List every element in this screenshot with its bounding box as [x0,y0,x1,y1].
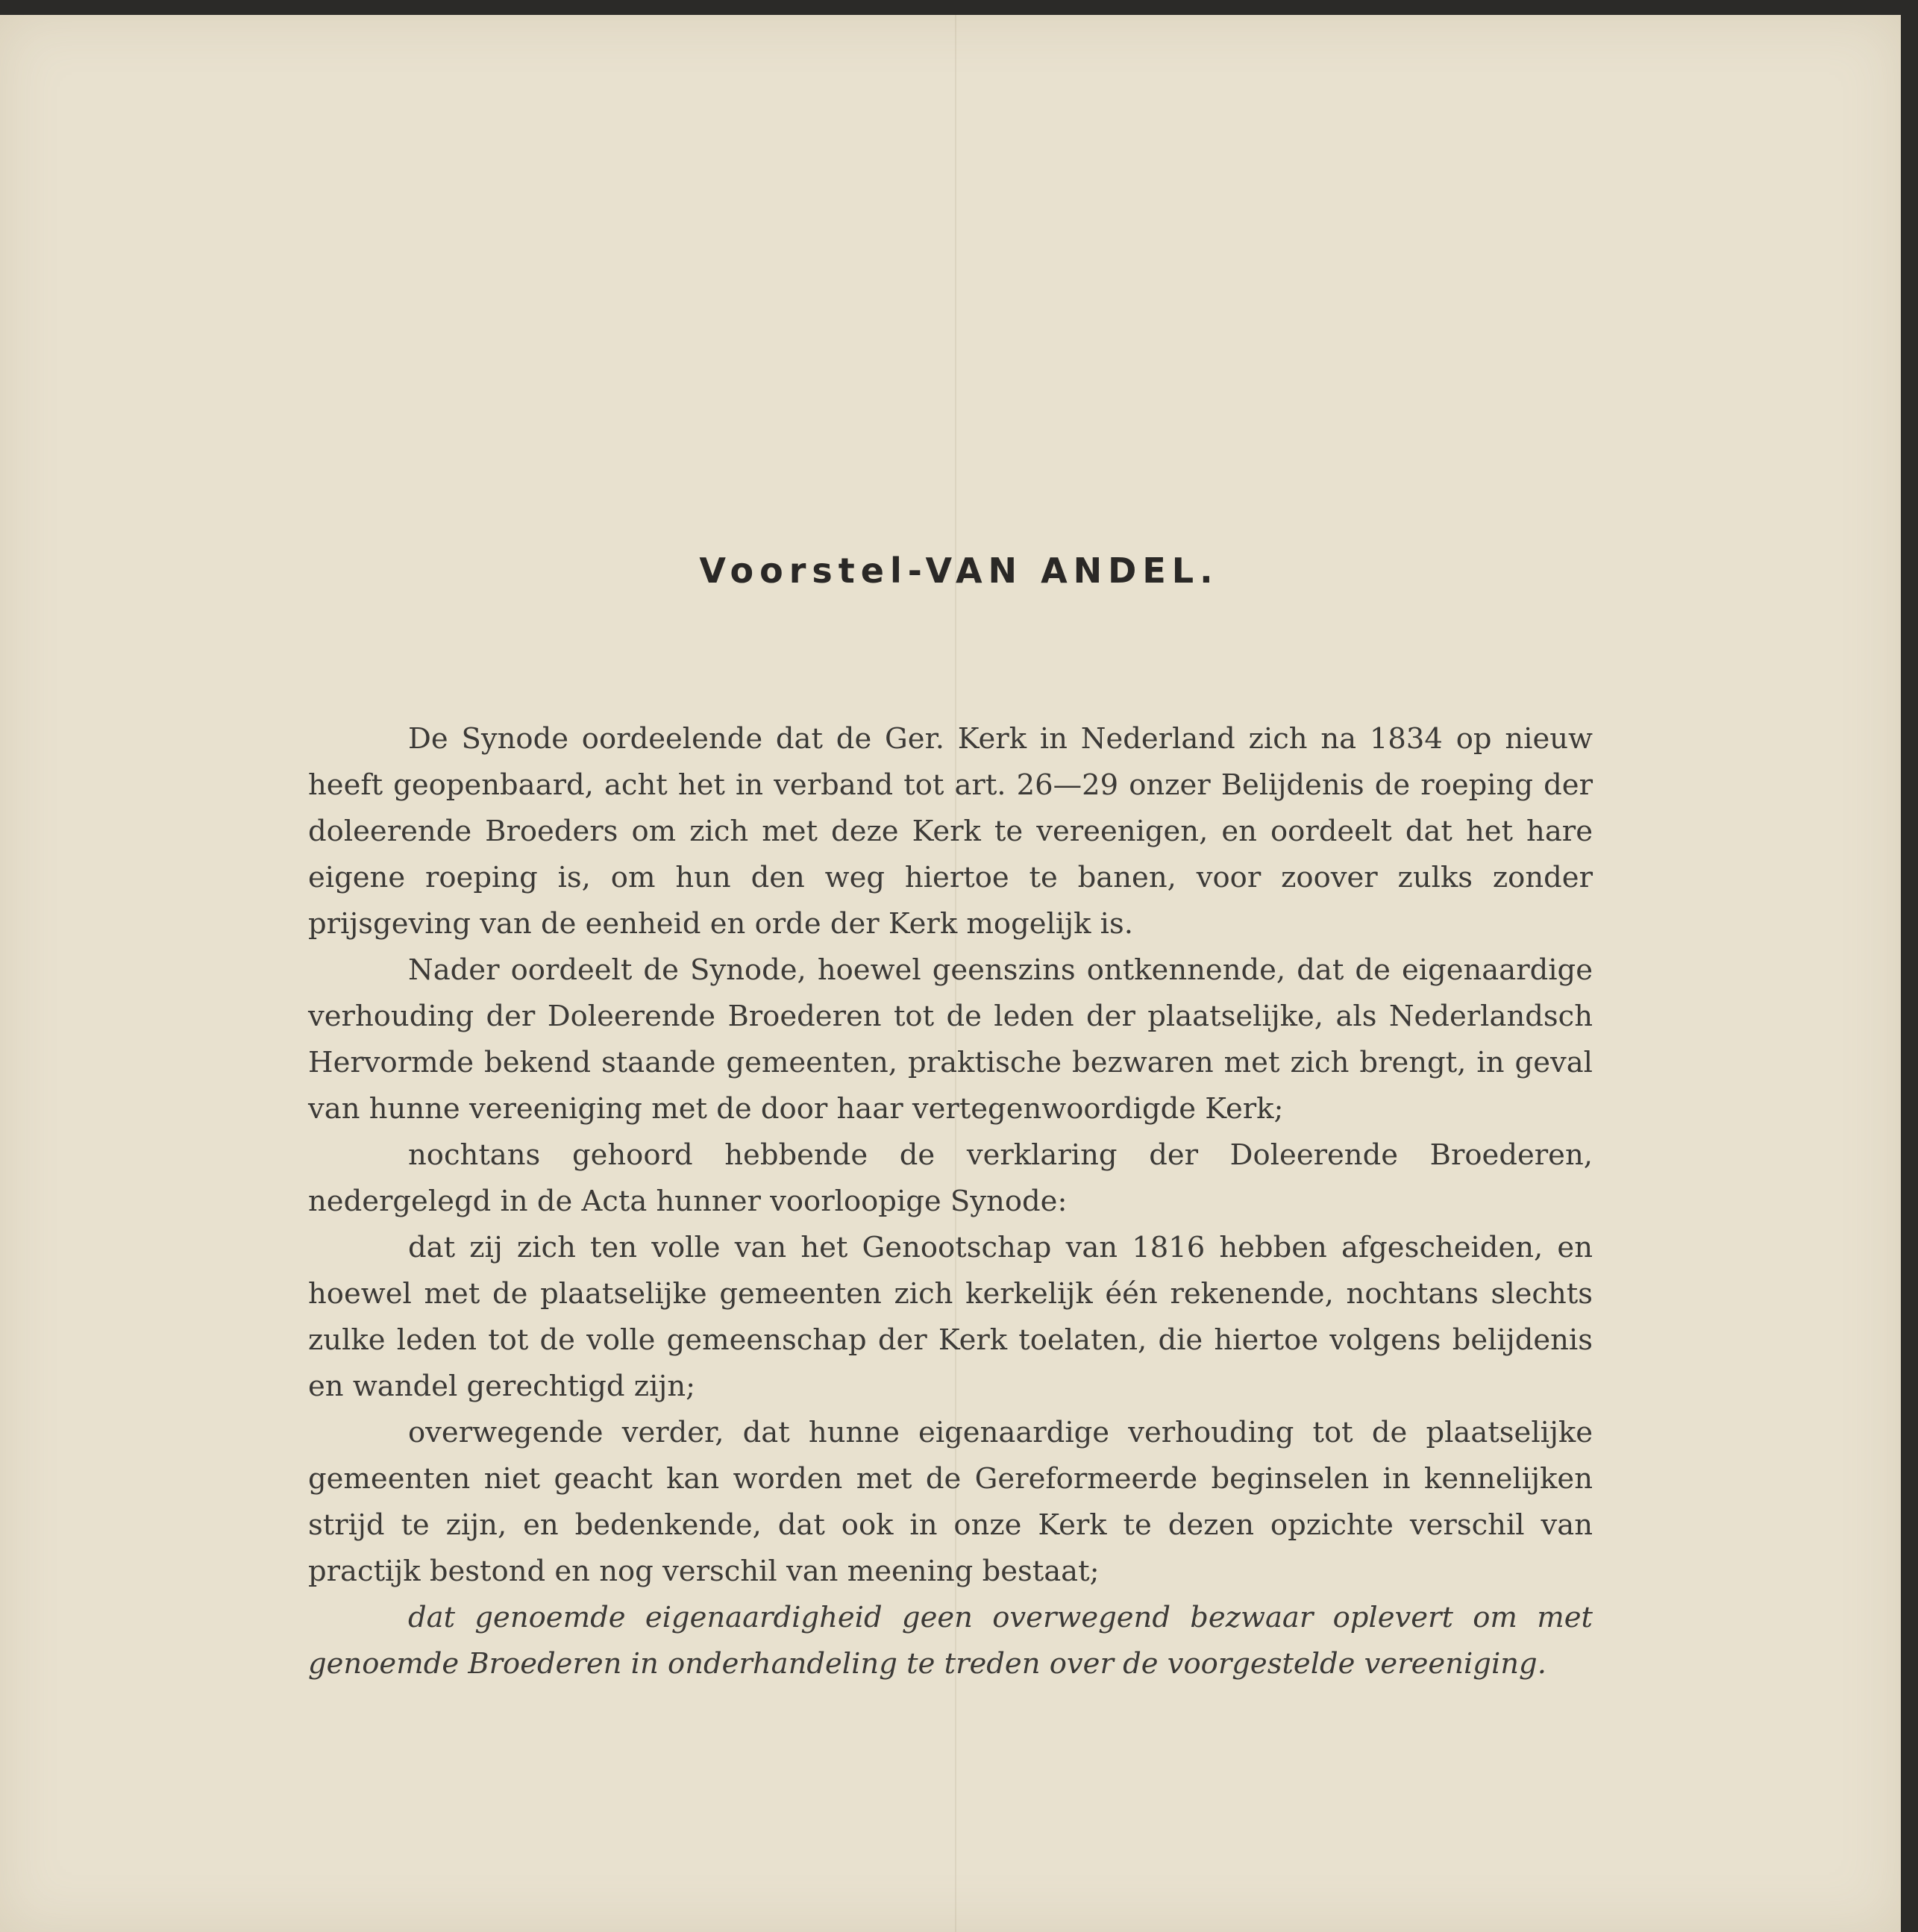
paragraph-6-conclusion: dat genoemde eigenaardigheid geen overwegend bezwaar oplevert om met genoemde Broederen in onderhandeling te treden over de voorgestelde vereeniging. [308,1601,1593,1681]
paragraph-2: Nader oordeelt de Synode, hoewel geenszins ontkennende, dat de eigenaardige verhouding der Doleerende Broederen tot de leden der plaatselijke, als Nederlandsch Hervormde bekend staande gemeenten, praktische bezwaren met zich brengt, in geval van hunne vereeniging met de door haar vertegenwoordigde Kerk; [308,953,1593,1126]
document-body [308,716,1593,1687]
document-title: Voorstel-VAN ANDEL. [699,551,1219,591]
paragraph-5: overwegende verder, dat hunne eigenaardige verhouding tot de plaatselijke gemeenten niet geacht kan worden met de Gereformeerde beginselen in kennelijken strijd te zijn, en bedenkende, dat ook in onze Kerk te dezen opzichte verschil van practijk bestond en nog verschil van meening bestaat; [308,1416,1593,1588]
paragraph-3: nochtans gehoord hebbende de verklaring der Doleerende Broederen, nedergelegd in de Acta hunner voorloopige Synode: [308,1138,1593,1218]
paragraph-4: dat zij zich ten volle van het Genootschap van 1816 hebben afgescheiden, en hoewel met de plaatselijke gemeenten zich kerkelijk één rekenende, nochtans slechts zulke leden tot de volle gemeenschap der Kerk toelaten, die hiertoe volgens belijdenis en wandel gerechtigd zijn; [308,1231,1593,1403]
paragraph-1: De Synode oordeelende dat de Ger. Kerk in Nederland zich na 1834 op nieuw heeft geopenbaard, acht het in verband tot art. 26—29 onzer Belijdenis de roeping der doleerende Broeders om zich met deze Kerk te vereenigen, en oordeelt dat het hare eigene roeping is, om hun den weg hiertoe te banen, voor zoover zulks zonder prijsgeving van de eenheid en orde der Kerk mogelijk is. [308,722,1593,941]
